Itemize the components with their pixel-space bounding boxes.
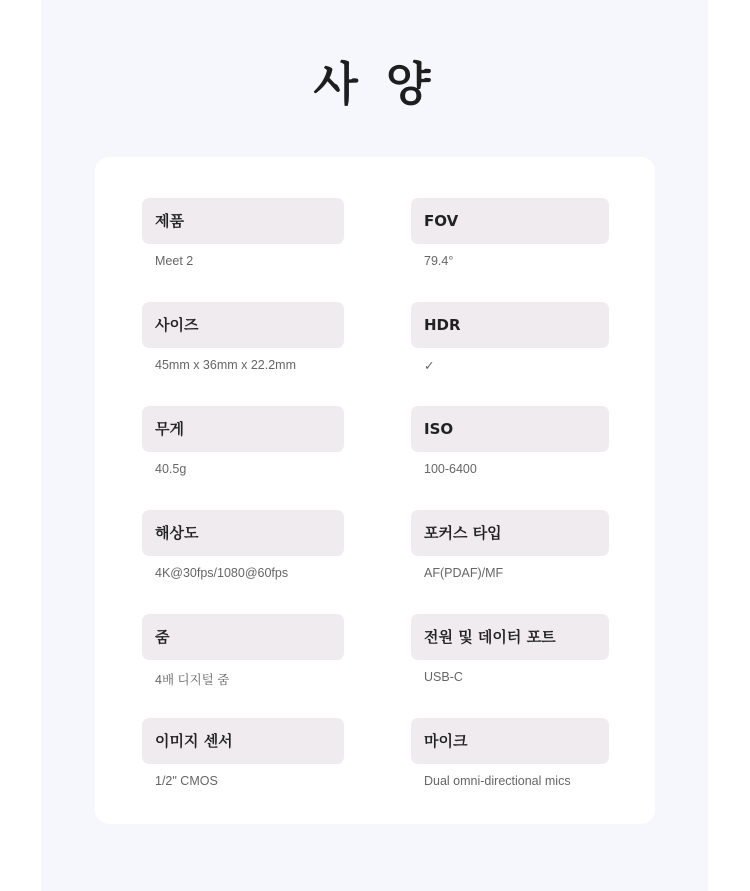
spec-label: 이미지 센서 <box>142 718 344 764</box>
spec-label: 사이즈 <box>142 302 344 348</box>
spec-item <box>411 198 609 268</box>
spec-item <box>411 614 609 684</box>
spec-label: 포커스 타입 <box>411 510 609 556</box>
spec-value: 4K@30fps/1080@60fps <box>155 566 289 580</box>
spec-card <box>95 157 655 824</box>
spec-value: AF(PDAF)/MF <box>424 566 504 580</box>
spec-label: 제품 <box>142 198 344 244</box>
spec-item <box>411 302 609 373</box>
spec-value: Dual omni-directional mics <box>424 774 571 788</box>
spec-item <box>142 510 344 580</box>
spec-label: 마이크 <box>411 718 609 764</box>
spec-label: 무게 <box>142 406 344 452</box>
spec-item <box>142 302 344 372</box>
spec-value: 79.4° <box>424 254 454 268</box>
spec-value: 4배 디지털 줌 <box>155 673 230 687</box>
spec-item <box>411 406 609 476</box>
spec-item <box>142 614 344 688</box>
spec-value: 40.5g <box>155 462 187 476</box>
spec-value: Meet 2 <box>155 254 194 268</box>
spec-item <box>411 718 609 788</box>
spec-value: USB-C <box>424 670 463 684</box>
spec-item <box>142 198 344 268</box>
spec-label: HDR <box>411 302 609 348</box>
page-title: 사 양 <box>313 57 437 111</box>
spec-label: 전원 및 데이터 포트 <box>411 614 609 660</box>
spec-label: FOV <box>411 198 609 244</box>
spec-item <box>411 510 609 580</box>
spec-value: 1/2" CMOS <box>155 774 218 788</box>
spec-label: 줌 <box>142 614 344 660</box>
spec-item <box>142 406 344 476</box>
spec-value: 45mm x 36mm x 22.2mm <box>155 358 297 372</box>
spec-value: ✓ <box>424 359 435 373</box>
spec-label: ISO <box>411 406 609 452</box>
spec-item <box>142 718 344 788</box>
spec-label: 해상도 <box>142 510 344 556</box>
spec-value: 100-6400 <box>424 462 477 476</box>
